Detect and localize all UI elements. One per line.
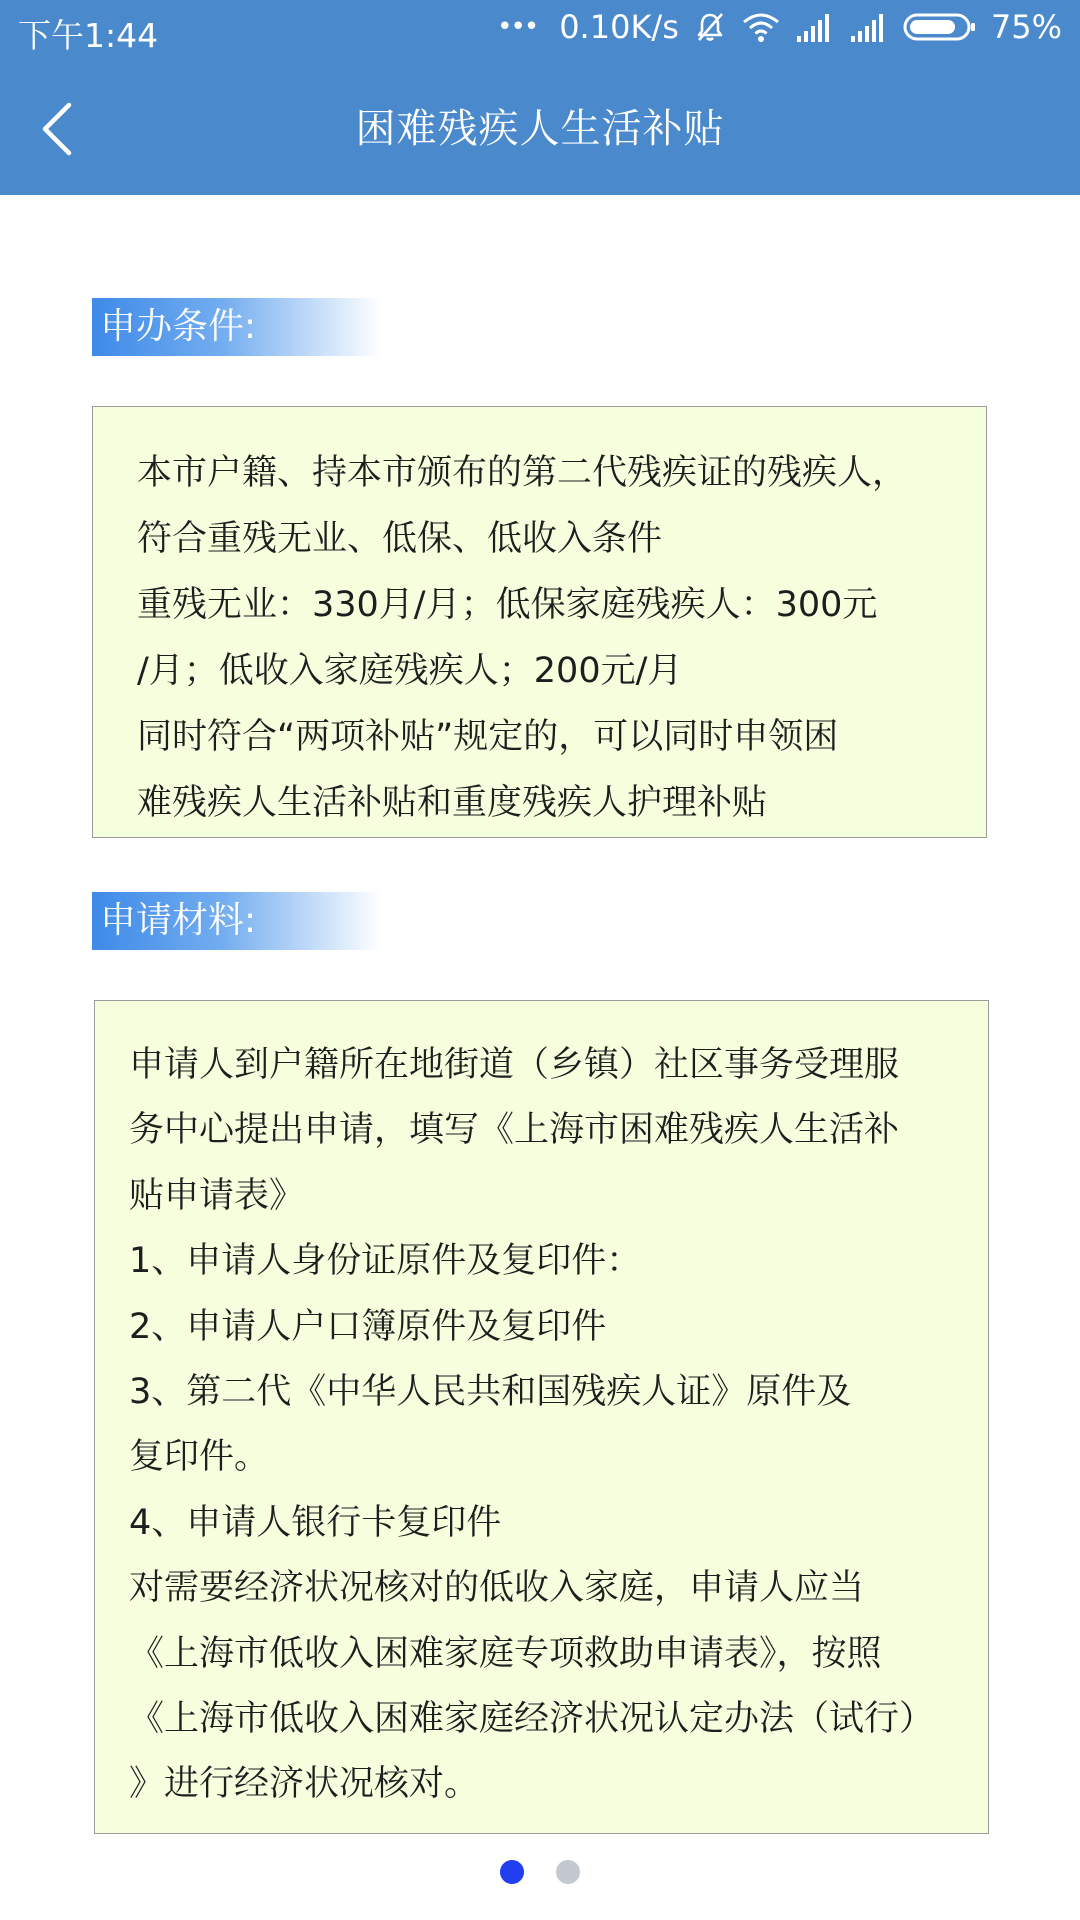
conditions-line: 同时符合“两项补贴”规定的，可以同时申领困: [137, 717, 839, 757]
conditions-line: 本市户籍、持本市颁布的第二代残疾证的残疾人，: [137, 453, 908, 493]
conditions-heading: 申办条件:: [92, 298, 382, 356]
materials-heading: 申请材料:: [92, 892, 382, 950]
materials-line: 1、申请人身份证原件及复印件：: [129, 1241, 642, 1282]
app-bar: [0, 0, 1080, 195]
battery-icon: [903, 12, 977, 42]
materials-line: 4、申请人银行卡复印件: [129, 1502, 502, 1543]
battery-percent: 75%: [990, 8, 1062, 46]
page-indicator: [0, 1860, 1080, 1884]
conditions-line: 符合重残无业、低保、低收入条件: [137, 519, 663, 559]
chevron-left-icon: [37, 99, 77, 159]
signal-icon-1: [795, 12, 835, 42]
status-time: 下午1:44: [18, 16, 159, 55]
conditions-box: [92, 406, 987, 838]
wifi-icon: [741, 11, 781, 43]
materials-box: [94, 1000, 989, 1834]
materials-line: 务中心提出申请，填写《上海市困难残疾人生活补: [129, 1110, 900, 1151]
materials-line: 复印件。: [129, 1437, 270, 1478]
conditions-line: 难残疾人生活补贴和重度残疾人护理补贴: [137, 783, 768, 823]
materials-line: 《上海市低收入困难家庭经济状况认定办法（试行）: [129, 1699, 935, 1740]
materials-line: 申请人到户籍所在地街道（乡镇）社区事务受理服: [129, 1045, 900, 1085]
materials-line: 》进行经济状况核对。: [129, 1764, 480, 1805]
network-speed: 0.10K/s: [559, 8, 679, 46]
page-dot-2[interactable]: [556, 1860, 580, 1884]
conditions-line: /月；低收入家庭残疾人；200元/月: [137, 651, 683, 691]
materials-line: 2、申请人户口簿原件及复印件: [129, 1306, 607, 1347]
page-title: 困难残疾人生活补贴: [355, 106, 725, 152]
mute-bell-icon: [693, 10, 727, 44]
conditions-line: 重残无业：330月/月；低保家庭残疾人：300元: [137, 585, 878, 625]
materials-line: 3、第二代《中华人民共和国残疾人证》原件及: [129, 1372, 852, 1413]
signal-icon-2: [849, 12, 889, 42]
more-dots-icon: •••: [497, 12, 538, 42]
page-dot-1[interactable]: [500, 1860, 524, 1884]
status-bar: [0, 0, 1080, 62]
status-icons: [497, 8, 1062, 46]
materials-line: 对需要经济状况核对的低收入家庭，申请人应当: [129, 1568, 865, 1609]
materials-line: 贴申请表》: [129, 1175, 305, 1216]
toolbar: [0, 70, 1080, 188]
materials-line: 《上海市低收入困难家庭专项救助申请表》，按照: [129, 1633, 882, 1674]
back-button[interactable]: [22, 90, 92, 168]
